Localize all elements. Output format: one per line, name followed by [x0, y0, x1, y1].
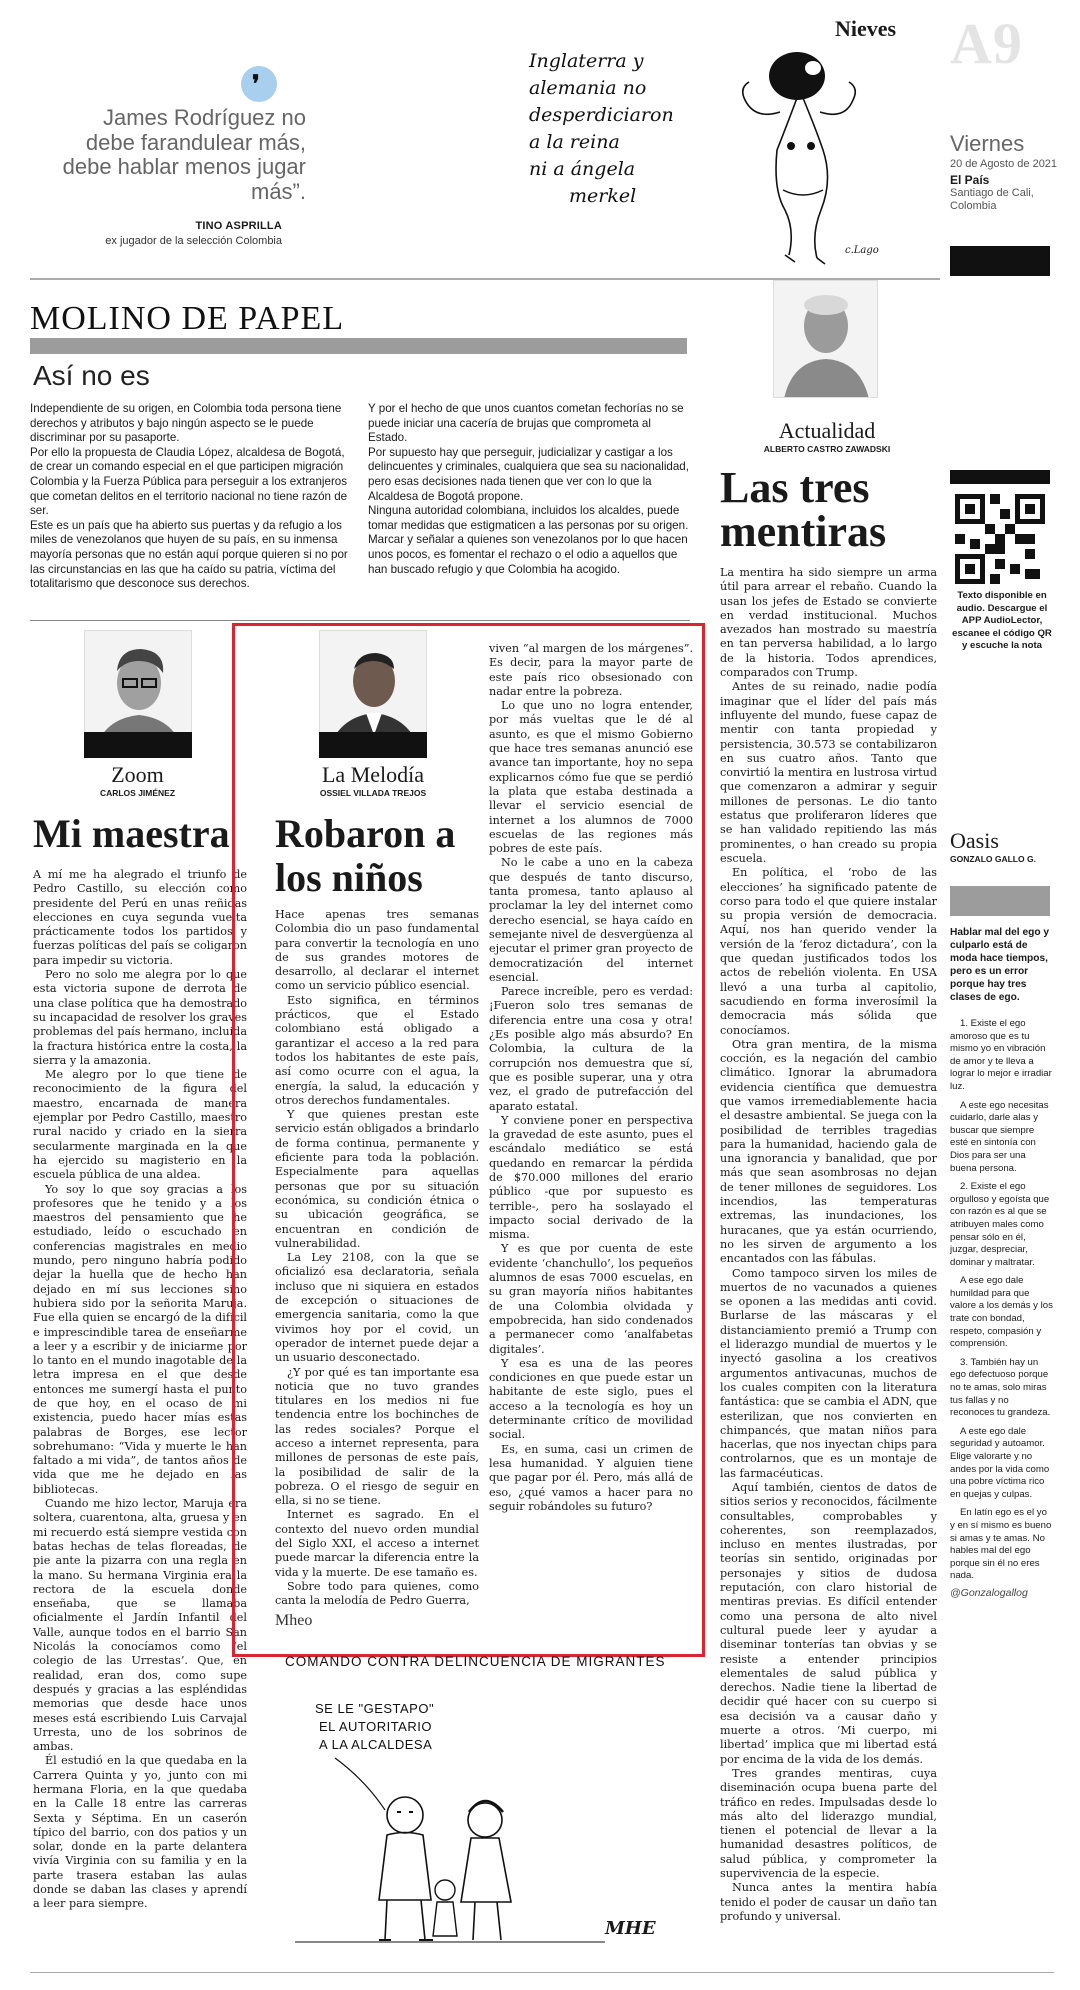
melodia-author: OSSIEL VILLADA TREJOS [319, 788, 427, 798]
oasis-item: 3. También hay un ego defectuoso porque no te amas, solo miras tus fallas y no reconoces tu grandeza. [950, 1356, 1051, 1419]
melodia-paragraph: Y conviene poner en perspectiva la gravedad de este asunto, pues el escándalo mediático se está quedando en remarcar la pérdida de $70.000 millones del erario público -que por supuesto es terrible-, pero ha soslayado el impacto social derivado de la misma. [489, 1113, 693, 1242]
melodia-paragraph: Internet es sagrado. En el contexto del nuevo orden mundial del Siglo XXI, el acceso a internet puede marcar la diferencia entre la vida y la muerte. De ese tamaño es. [275, 1508, 479, 1579]
section-nieves: Nieves [835, 16, 897, 41]
cartoon-woman-drawing [725, 40, 875, 270]
mheo-speech-bubble: SE LE "GESTAPO" EL AUTORITARIO A LA ALCALDESA [315, 1701, 435, 1752]
oasis-body [950, 1018, 1054, 1600]
oasis-item: En latín ego es el yo y en sí mismo es bueno si amas y te amas. No hables mal del ego porque sin él no eres nada. [950, 1507, 1052, 1582]
oasis-item: 2. Existe el ego orgulloso y egoísta que con razón es al que se atribuyen males como pensar sólo en él, juzgar, despreciar, dominar y maltratar. [950, 1181, 1050, 1268]
editorial-title: Así no es [33, 360, 150, 391]
date-full: 20 de Agosto de 2021 [950, 158, 1058, 170]
melodia-paragraph: Y es que por cuenta de este evidente ‘chanchullo’, los pequeños alumnos de esas 7000 escuelas, en su gran mayoría niños habitantes de una Colombia olvidada y empobrecida, han sido condenados a permanecer como ‘analfabetas digitales’. [489, 1242, 693, 1356]
zoom-paragraph: Él estudió en la que quedaba en la Carrera Quinta y yo, junto con mi hermana Floria, en la que quedaba en la Calle 18 entre las carreras Sexta y Séptima. En un caserón típico del barrio, con dos patios y un solar, donde en la parte delantera vivía Virginia con su familia y en la parte trasera estaban las aulas donde se daban las clases y aprendí a leer para siempre. [33, 1754, 247, 1911]
actualidad-author: ALBERTO CASTRO ZAWADSKI [763, 444, 891, 454]
actualidad-paragraph: Como tampoco sirven los miles de muertos de no vacunados a quienes se oponen a las medidas anti covid. Burlarse de las máscaras y el distanciamiento premió a Trump con el liderazgo mundial de muertos y le inyectó gasolina a los creativos argumentos antivacunas, muchos de los cuales compiten con la literatura fantástica: que se cambia el ADN, que esterilizan, que nos convierten en chimpancés, que matan niños para hacerlas, que nos inyectan chips para controlarnos, que es un montaje de las farmacéuticas. [720, 1266, 937, 1480]
melodia-paragraph: Esto significa, en términos prácticos, que el Estado colombiano está obligado a garantizar el acceso a la red para todos los habitantes de este país, así como ocurre con el agua, la energía, la salud, la educación y otros derechos fundamentales. [275, 993, 479, 1107]
actualidad-body [720, 566, 937, 1924]
cartoon-signature: c.Lago [845, 245, 879, 256]
editorial-paragraph: Por supuesto hay que perseguir, judicializar y castigar a los delincuentes y criminales, cualquiera que sea su nacionalidad, pero esas decisiones nada tienen que ver con lo que la Alcaldesa de Bogotá propone. [368, 445, 689, 503]
melodia-black-bar [319, 732, 427, 758]
quote-text: James Rodríguez no debe farandulear más, debe hablar menos jugar más”. [62, 105, 306, 204]
oasis-item: A ese ego dale humildad para que valore a los demás y los trate con bondad, respeto, compasión y comprensión. [950, 1275, 1053, 1350]
mheo-signature: MHE [605, 1918, 656, 1939]
zoom-body [33, 868, 247, 1912]
mheo-caption: COMANDO CONTRA DELINCUENCIA DE MIGRANTES [285, 1654, 666, 1669]
quote-author-role: ex jugador de la selección Colombia [105, 235, 282, 247]
melodia-column-name: La Melodía [321, 762, 425, 787]
mheo-label: Mheo [275, 1612, 313, 1629]
actualidad-paragraph: En política, el ‘robo de las elecciones’ ha significado patente de corso para todo el que quiere instalar su propia versión de democracia. Aquí, nos han querido vender la versión de la ‘feroz dictadura’, con la que quedan justificados todos los actos de rebelión violenta. En USA llevó a una turba al capitolio, sacudiendo en forma inverosímil la democracia más sólida que conocíamos. [720, 866, 937, 1037]
actualidad-paragraph: Nunca antes la mentira había tenido el poder de causar un daño tan profundo y universal. [720, 1881, 937, 1923]
actualidad-title: Las tres mentiras [720, 463, 887, 556]
oasis-author: GONZALO GALLO G. [950, 854, 1036, 864]
melodia-paragraph: Y que quienes prestan este servicio están obligados a brindarlo de forma continua, permanente y eficiente para toda la población. Especialmente para aquellas personas que por su situación económica, su condición étnica o su ubicación geográfica, se encuentran en condición de vulnerabilidad. [275, 1108, 479, 1250]
zoom-paragraph: Me alegro por lo que tiene de reconocimiento de la figura del maestro, encarnada de manera ejemplar por Pedro Castillo, maestro rural nacido y criado en la sierra secularmente marginada en la que ha ejercido su magisterio en la escuela pública de una aldea. [33, 1068, 247, 1182]
mheo-cartoon-drawing [275, 1640, 700, 1960]
melodia-paragraph: viven “al margen de los márgenes”. Es decir, para la mayor parte de este país rico obsesionado con nadar entre la pobreza. [489, 642, 693, 698]
date-block [950, 132, 1060, 213]
top-cartoon [525, 40, 880, 270]
editorial-paragraph: Este es un país que ha abierto sus puertas y da refugio a los miles de venezolanos que huyen de su país, en su inmensa mayoría personas que no están aquí porque quieren si no por las circunstancias en las que ha caído su patria, víctima del totalitarismo que desconoce sus derechos. [30, 518, 348, 591]
zoom-paragraph: Cuando me hizo lector, Maruja era soltera, cuarentona, alta, gruesa y en mi recuerdo está siempre vestida con batas hechas de telas floreadas, de pie ante la pizarra con una regla en la mano. Su hermana Virginia era la rectora de la escuela donde enseñaba, que se llamaba oficialmente el Jardín Infantil del Valle, aunque todos en el barrio San Nicolás la conocíamos como ‘el colegio de las Urrestas’. Que, en realidad, eran dos, como supe después y gracias a las espléndidas memorias que desde hace unos meses está escribiendo Luis Carvajal Urresta, uno de los sobrinos de ambas. [33, 1497, 247, 1754]
oasis-column-name: Oasis [950, 828, 999, 853]
editorial-paragraph: Independiente de su origen, en Colombia toda persona tiene derechos y atributos y bajo ningún aspecto se le puede discriminar por su pasaporte. [30, 402, 342, 445]
editorial-col-1 [30, 402, 352, 592]
oasis-gray-bar [950, 886, 1050, 916]
paper-name: El País [950, 173, 990, 187]
editorial-col-2 [368, 402, 690, 577]
editorial-divider [30, 620, 690, 621]
melodia-paragraph: La Ley 2108, con la que se oficializó esa declaratoria, señala incluso que ni siquiera en estados de excepción o situaciones de emergencia sanitaria, como la que vivimos hoy por el covid, un operador de internet puede dejar a un usuario desconectado. [275, 1251, 479, 1365]
qr-code[interactable] [955, 494, 1045, 584]
author-photo-castro [773, 280, 878, 398]
melodia-paragraph: Es, en suma, casi un crimen de lesa humanidad. Y alguien tiene que pagar por él. Pero, más allá de eso, ¿qué vamos a hacer para no seguir robándoles su futuro? [489, 1442, 693, 1513]
zoom-paragraph: Yo soy lo que soy gracias a los profesores que he tenido y a los maestros del pensamiento que he estudiado, leído o escuchado en conferencias magistrales en medio mundo, pero ninguno habría podido dejar la huella que de hecho han dejado en mí sus lecciones sino hubiera sido por la señorita Maruja. Fue ella quien se encargó de la difícil e imprescindible tarea de enseñarme a leer y a escribir y de iniciarme por lo tanto en el mundo inagotable de la letra impresa en el que desde entonces me sumergí hasta el punto de que hoy, en el ocaso de mi existencia, puedo hacer mías estas palabras de Borges, ese lector sobrehumano: “Vida y muerte le han faltado a mi vida”, de tantos años de vida que me he dejado en las bibliotecas. [33, 1182, 247, 1496]
melodia-paragraph: No le cabe a uno en la cabeza que después de tanto discurso, tanta promesa, tanto aplauso al proclamar la ley del internet como derecho esencial, se haya caído en semejante nivel de desvergüenza al ejecutar el primer gran proyecto de democratización del internet esencial. [489, 856, 693, 984]
oasis-lead: Hablar mal del ego y culparlo está de moda hace tiempos, pero es un error porque hay tres clases de ego. [950, 927, 1050, 1003]
quote-mark-icon: ❜ [241, 66, 277, 102]
page-number: A9 [950, 11, 1023, 76]
section-title-gray-bar [30, 338, 687, 354]
cartoon-handwritten-text: Inglaterra y alemania no desperdiciaron a la reina ni a ángela merkel [529, 50, 674, 207]
melodia-col-1 [275, 908, 479, 1609]
audio-note: Texto disponible en audio. Descargue el APP AudioLector, escanee el código QR y escuche la nota [952, 590, 1052, 651]
quote-author: TINO ASPRILLA [195, 220, 282, 232]
melodia-paragraph: Y esa es una de las peores condiciones en que puede estar un habitante de este siglo, pues el acceso a la tecnología es hoy un determinante crítico de movilidad social. [489, 1356, 693, 1442]
oasis-item: A este ego necesitas cuidarlo, darle alas y buscar que siempre esté en sintonía con Dios para ser una buena persona. [950, 1099, 1049, 1174]
melodia-paragraph: ¿Y por qué es tan importante esa noticia que no tuvo grandes titulares en los medios ni fue tendencia entre los bochinches de las redes sociales? Porque el acceso a internet representa, para millones de personas de este país, la posibilidad de salir de la pobreza. O el riesgo de seguir en ella, si no se tiene. [275, 1365, 479, 1508]
zoom-paragraph: Pero no solo me alegra por lo que esta victoria supone de derrota de una clase política que ha demostrado su incapacidad de resolver los graves problemas del país hermano, incluida la fractura histórica entre la costa, la sierra y la amazonia. [33, 968, 247, 1067]
editorial-paragraph: Marcar y señalar a quienes son venezolanos por lo que hacen unos pocos, es fomentar el rechazo o el odio a aquellos que han buscado refugio y que Colombia ha acogido. [368, 533, 688, 576]
date-day: Viernes [950, 131, 1025, 156]
actualidad-column-name: Actualidad [778, 418, 876, 443]
editorial-paragraph: Ninguna autoridad colombiana, incluidos los alcaldes, puede tomar medidas que estigmaticen a las personas por su origen. [368, 504, 689, 532]
date-black-bar [950, 246, 1050, 276]
top-quote-block [30, 60, 306, 260]
oasis-item: A este ego dale seguridad y autoamor. Elige valorarte y no andes por la vida como una pobre víctima rico en quejas y culpas. [950, 1425, 1050, 1500]
editorial-paragraph: Por ello la propuesta de Claudia López, alcaldesa de Bogotá, de crear un comando especial en el que participen migración Colombia y la Fuerza Pública para perseguir a los extranjeros que cometan delitos en el territorio nacional no tiene razón de ser. [30, 445, 348, 518]
bottom-divider [30, 1972, 1054, 1973]
zoom-author: CARLOS JIMÉNEZ [99, 788, 176, 798]
actualidad-paragraph: La mentira ha sido siempre un arma útil para arrear el rebaño. Cuando la usan los jefes de Estado se convierte en verdad institucional. Muchos avezados han mostrado su maestría en tan perversa habilidad, a lo largo de la historia. Todos aprendices, comparados con Trump. [720, 566, 937, 680]
actualidad-paragraph: Otra gran mentira, de la misma cocción, es la negación del cambio climático. Ignorar la abrumadora evidencia científica que demuestra que vamos irremediablemente hacia el desastre ambiental. Se juega con la posibilidad de terribles tragedias para la humanidad, haciendo gala de una ignorancia y banalidad, que por más que sean asombrosas no dejan de tener millones de seguidores. Los incendios, las temperaturas extremas, las inundaciones, los huracanes, que ya están ocurriendo, no les sirven de argumento a los encantados con las fábulas. [720, 1037, 937, 1266]
melodia-paragraph: Parece increíble, pero es verdad: ¡Fueron solo tres semanas de diferencia entre una cosa y otra! ¿Es posible algo más absurdo? En Colombia, la cultura de la corrupción nos demuestra que sí, que es posible superar, una y otra vez, el grado de putrefacción del aparato estatal. [489, 985, 693, 1113]
section-title: MOLINO DE PAPEL [30, 300, 345, 337]
oasis-handle: @Gonzalogallog [950, 1586, 1028, 1599]
melodia-paragraph: Lo que uno no logra entender, por más vueltas que le dé al asunto, es que el mismo Gobierno que hace tres semanas anunció ese avance tan importante, hoy no sepa explicarnos cómo fue que se perdió la plata que estaba destinada a llevar el servicio esencial de internet a los alumnos de 7000 escuelas de las regiones más pobres de este país. [489, 699, 693, 856]
zoom-title: Mi maestra [33, 811, 230, 856]
editorial-paragraph: Y por el hecho de que unos cuantos cometan fechorías no se puede iniciar una cacería de brujas que comprometa al Estado. [368, 402, 684, 445]
melodia-col-2 [489, 642, 693, 1514]
actualidad-paragraph: Antes de su reinado, nadie podía imaginar que el líder del país más influyente del mundo, fuese capaz de mentir con tanta propiedad y persistencia, 30.573 se contabilizaron en sus cuatro años. Tanto que convirtió la mentira en lustrosa virtud que comenzaron a admirar y seguir millones de personas. Le dio tanto estatus que proliferaron líderes que se han validado repitiendo las más prominentes, o han creado su propia escuela. [720, 680, 937, 865]
melodia-paragraph: Sobre todo para quienes, como canta la melodía de Pedro Guerra, [275, 1579, 479, 1608]
zoom-paragraph: A mí me ha alegrado el triunfo de Pedro Castillo, su elección como presidente del Perú en unas reñidas elecciones en cuya segunda vuelta prácticamente todos los partidos y fuerzas políticas del país se coligaron para impedir su victoria. [33, 868, 247, 967]
mheo-cartoon [275, 1640, 700, 1960]
melodia-paragraph: Hace apenas tres semanas Colombia dio un paso fundamental para convertir la tecnología en uno de sus grandes motores de desarrollo, al declarar el internet como un servicio público esencial. [275, 908, 479, 993]
melodia-title: Robaron a los niños [275, 811, 456, 900]
audio-black-bar [950, 470, 1050, 484]
oasis-item: 1. Existe el ego amoroso que es tu mismo yo en vibración de amor y te lleva a lograr lo mejor e irradiar luz. [950, 1018, 1052, 1092]
actualidad-paragraph: Aquí también, cientos de datos de sitios serios y reconocidos, fácilmente consultables, comprobables y coherentes, son reemplazados, incluso en mentes ilustradas, por teorías sin sentido, originadas por personajes y sitios de dudosa reputación, con claro historial de mentiras previas. Es difícil entender como una persona de alto nivel cultural puede leer y ayudar a diseminar tonterías tan obvias y se resiste a entender principios elementales de salud pública y derechos. Nadie tiene la libertad de decidir qué hacer con su cuerpo si esa decisión va a causar daño y muerte a otros. ‘Mi cuerpo, mi libertad’ implica que mi libertad está por encima de la vida de los demás. [720, 1481, 937, 1766]
zoom-column-name: Zoom [111, 762, 164, 787]
zoom-black-bar [84, 732, 192, 758]
actualidad-paragraph: Tres grandes mentiras, cuya diseminación ocupa buena parte del tráfico en redes. Impulsadas desde lo más alto del liderazgo mundial, tienen el potencial de llevar a la humanidad desastres políticos, de salud pública, y comprometer la supervivencia de la especie. [720, 1766, 937, 1881]
paper-city: Santiago de Cali, Colombia [950, 187, 1034, 212]
